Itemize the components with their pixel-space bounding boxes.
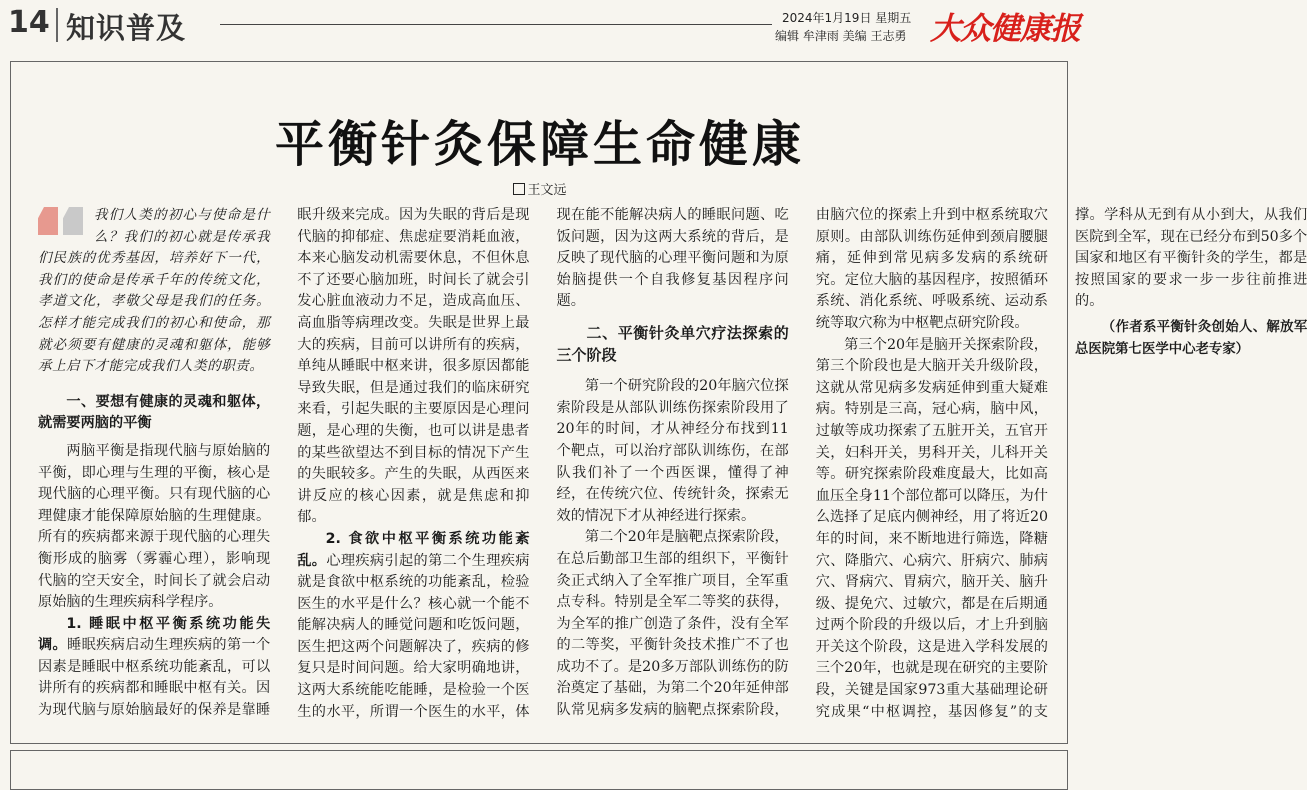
article-title: 平衡针灸保障生命健康 [274, 115, 805, 173]
issue-date: 2024年1月19日 星期五 [782, 11, 912, 25]
intro-paragraph: 我们人类的初心与使命是什么？我们的初心就是传承我们民族的优秀基因，培养好下一代，我们的使命是传承千年的传统文化，孝道文化，孝敬父母是我们的任务。怎样才能完成我们的初心和使命，那就必须要有健康的灵魂和躯体，能够承上启下才能完成我们人类的职责。 [38, 207, 271, 375]
subsection-2-text: 心理疾病引起的第二个生理疾病就是食欲中枢系统的功能紊乱，检验医生的水平是什么？核心就一个能不能解决病人的睡觉问题和吃饭问题，医生把这两个问题解决了，疾病的修复只是时间问题。给大家明确地讲，这两大系统能吃能睡，是检验一个医生的水平，所谓一个医生的水平，体现在能不能解决病人的睡眠问题、吃饭问题，因为这两大系统的背后，是反映了现代脑的心理平衡问题和为原始脑提供一个自我修复基因程序问题。 [297, 207, 789, 720]
subsection-2-heading: 2. 食欲中枢平衡系统功能紊乱。 [297, 530, 530, 569]
author-note: （作者系平衡针灸创始人、解放军总医院第七医学中心老专家） [1075, 319, 1307, 357]
subsection-1-heading: 1. 睡眠中枢平衡系统功能失调。 [38, 615, 271, 654]
byline-box-icon [513, 183, 525, 195]
page-header [0, 0, 1080, 50]
masthead-logo: 大众健康报 [930, 11, 1080, 47]
subsection-1-text: 睡眠疾病启动生理疾病的第一个因素是睡眠中枢系统功能紊乱，可以讲所有的疾病都和睡眠中枢有关。因为现代脑与原始脑最好的保养是靠睡眠升级来完成。因为失眠的背后是现代脑的抑郁症、焦虑症要消耗血液，本来心脑发动机需要休息，不但休息不了还要心脑加班，时间长了就会引发心脏血液动力不足，造成高血压、高血脂等病理改变。失眠是世界上最大的疾病，目前可以讲所有的疾病，单纯从睡眠中枢来讲，很多原因都能导致失眠，但是通过我们的临床研究来看，引起失眠的主要原因是心理问题，是心理的失衡，也可以讲是患者的某些欲望达不到目标的情况下产生的失眠较多。产生的失眠，从西医来讲反应的核心因素，就是焦虑和抑郁。 [38, 207, 530, 719]
next-article-frame [10, 750, 1068, 790]
page-number: 14 [8, 5, 50, 40]
article-body [38, 205, 1307, 740]
section-2-heading: 二、平衡针灸单穴疗法探索的三个阶段 [556, 323, 789, 364]
paragraph: 第一个研究阶段的20年脑穴位探索阶段是从部队训练伤探索阶段用了20年的时间，才从神经分布找到11个靶点，可以治疗部队训练伤，在部队我们补了一个西医课，懂得了神经，在传统穴位、传统针灸，探索无效的情况下才从神经进行探索。 [556, 378, 789, 524]
editor-credits: 编辑 牟津雨 美编 王志勇 [775, 29, 907, 43]
byline [0, 179, 1080, 198]
author-name: 王文远 [527, 183, 567, 198]
header-divider [56, 8, 58, 42]
paragraph: 第二个20年是脑靶点探索阶段，在总后勤部卫生部的组织下，平衡针灸正式纳入了全军推广项目，全军重点专科。特别是全军二等奖的获得，为全军的推广创造了条件，没有全军的二等奖，平衡针灸技术推广不了也成功不了。是20多万部队训练伤的防治奠定了基础，为第二个20年延伸部队常见病多发病的脑靶点探索阶段，由脑穴位的探索上升到中枢系统取穴原则。由部队训练伤延伸到颈肩腰腿痛，延伸到常见病多发病的系统研究。定位大脑的基因程序，按照循环系统、消化系统、呼吸系统、运动系统等取穴称为中枢靶点研究阶段。 [556, 207, 1048, 719]
section-1-heading: 一、要想有健康的灵魂和躯体，就需要两脑的平衡 [38, 393, 271, 432]
section-name: 知识普及 [66, 11, 187, 45]
header-rule [220, 24, 772, 25]
quote-mark-icon [38, 207, 88, 239]
paragraph: 两脑平衡是指现代脑与原始脑的平衡，即心理与生理的平衡，核心是现代脑的心理平衡。只有现代脑的心理健康才能保障原始脑的生理健康。所有的疾病都来源于现代脑的心理失衡形成的脑雾（雾霾心理），影响现代脑的空天安全，时间长了就会启动原始脑的生理疾病科学程序。 [38, 442, 271, 611]
paragraph: 第三个20年是脑开关探索阶段，第三个阶段也是大脑开关升级阶段，这就从常见病多发病延伸到重大疑难病。特别是三高，冠心病，脑中风，过敏等成功探索了五脏开关，五官开关，妇科开关，男科开关，儿科开关等。研究探索阶段难度最大，比如高血压全身11个部位都可以降压，为什么选择了足底内侧神经，用了将近20年的时间，来不断地进行筛选，降糖穴、降脂穴、心病穴、肝病穴、肺病穴、肾病穴、胃病穴，脑开关、脑升级、提免穴、过敏穴，都是在后期通过两个阶段的升级以后，才上升到脑开关这个阶段，这是进入学科发展的三个20年，也就是现在研究的主要阶段，关键是国家973重大基础理论研究成果“中枢调控，基因修复”的支撑。学科从无到有从小到大，从我们医院到全军，现在已经分布到50多个国家和地区有平衡针灸的学生，都是按照国家的要求一步一步往前推进的。 [815, 207, 1307, 720]
